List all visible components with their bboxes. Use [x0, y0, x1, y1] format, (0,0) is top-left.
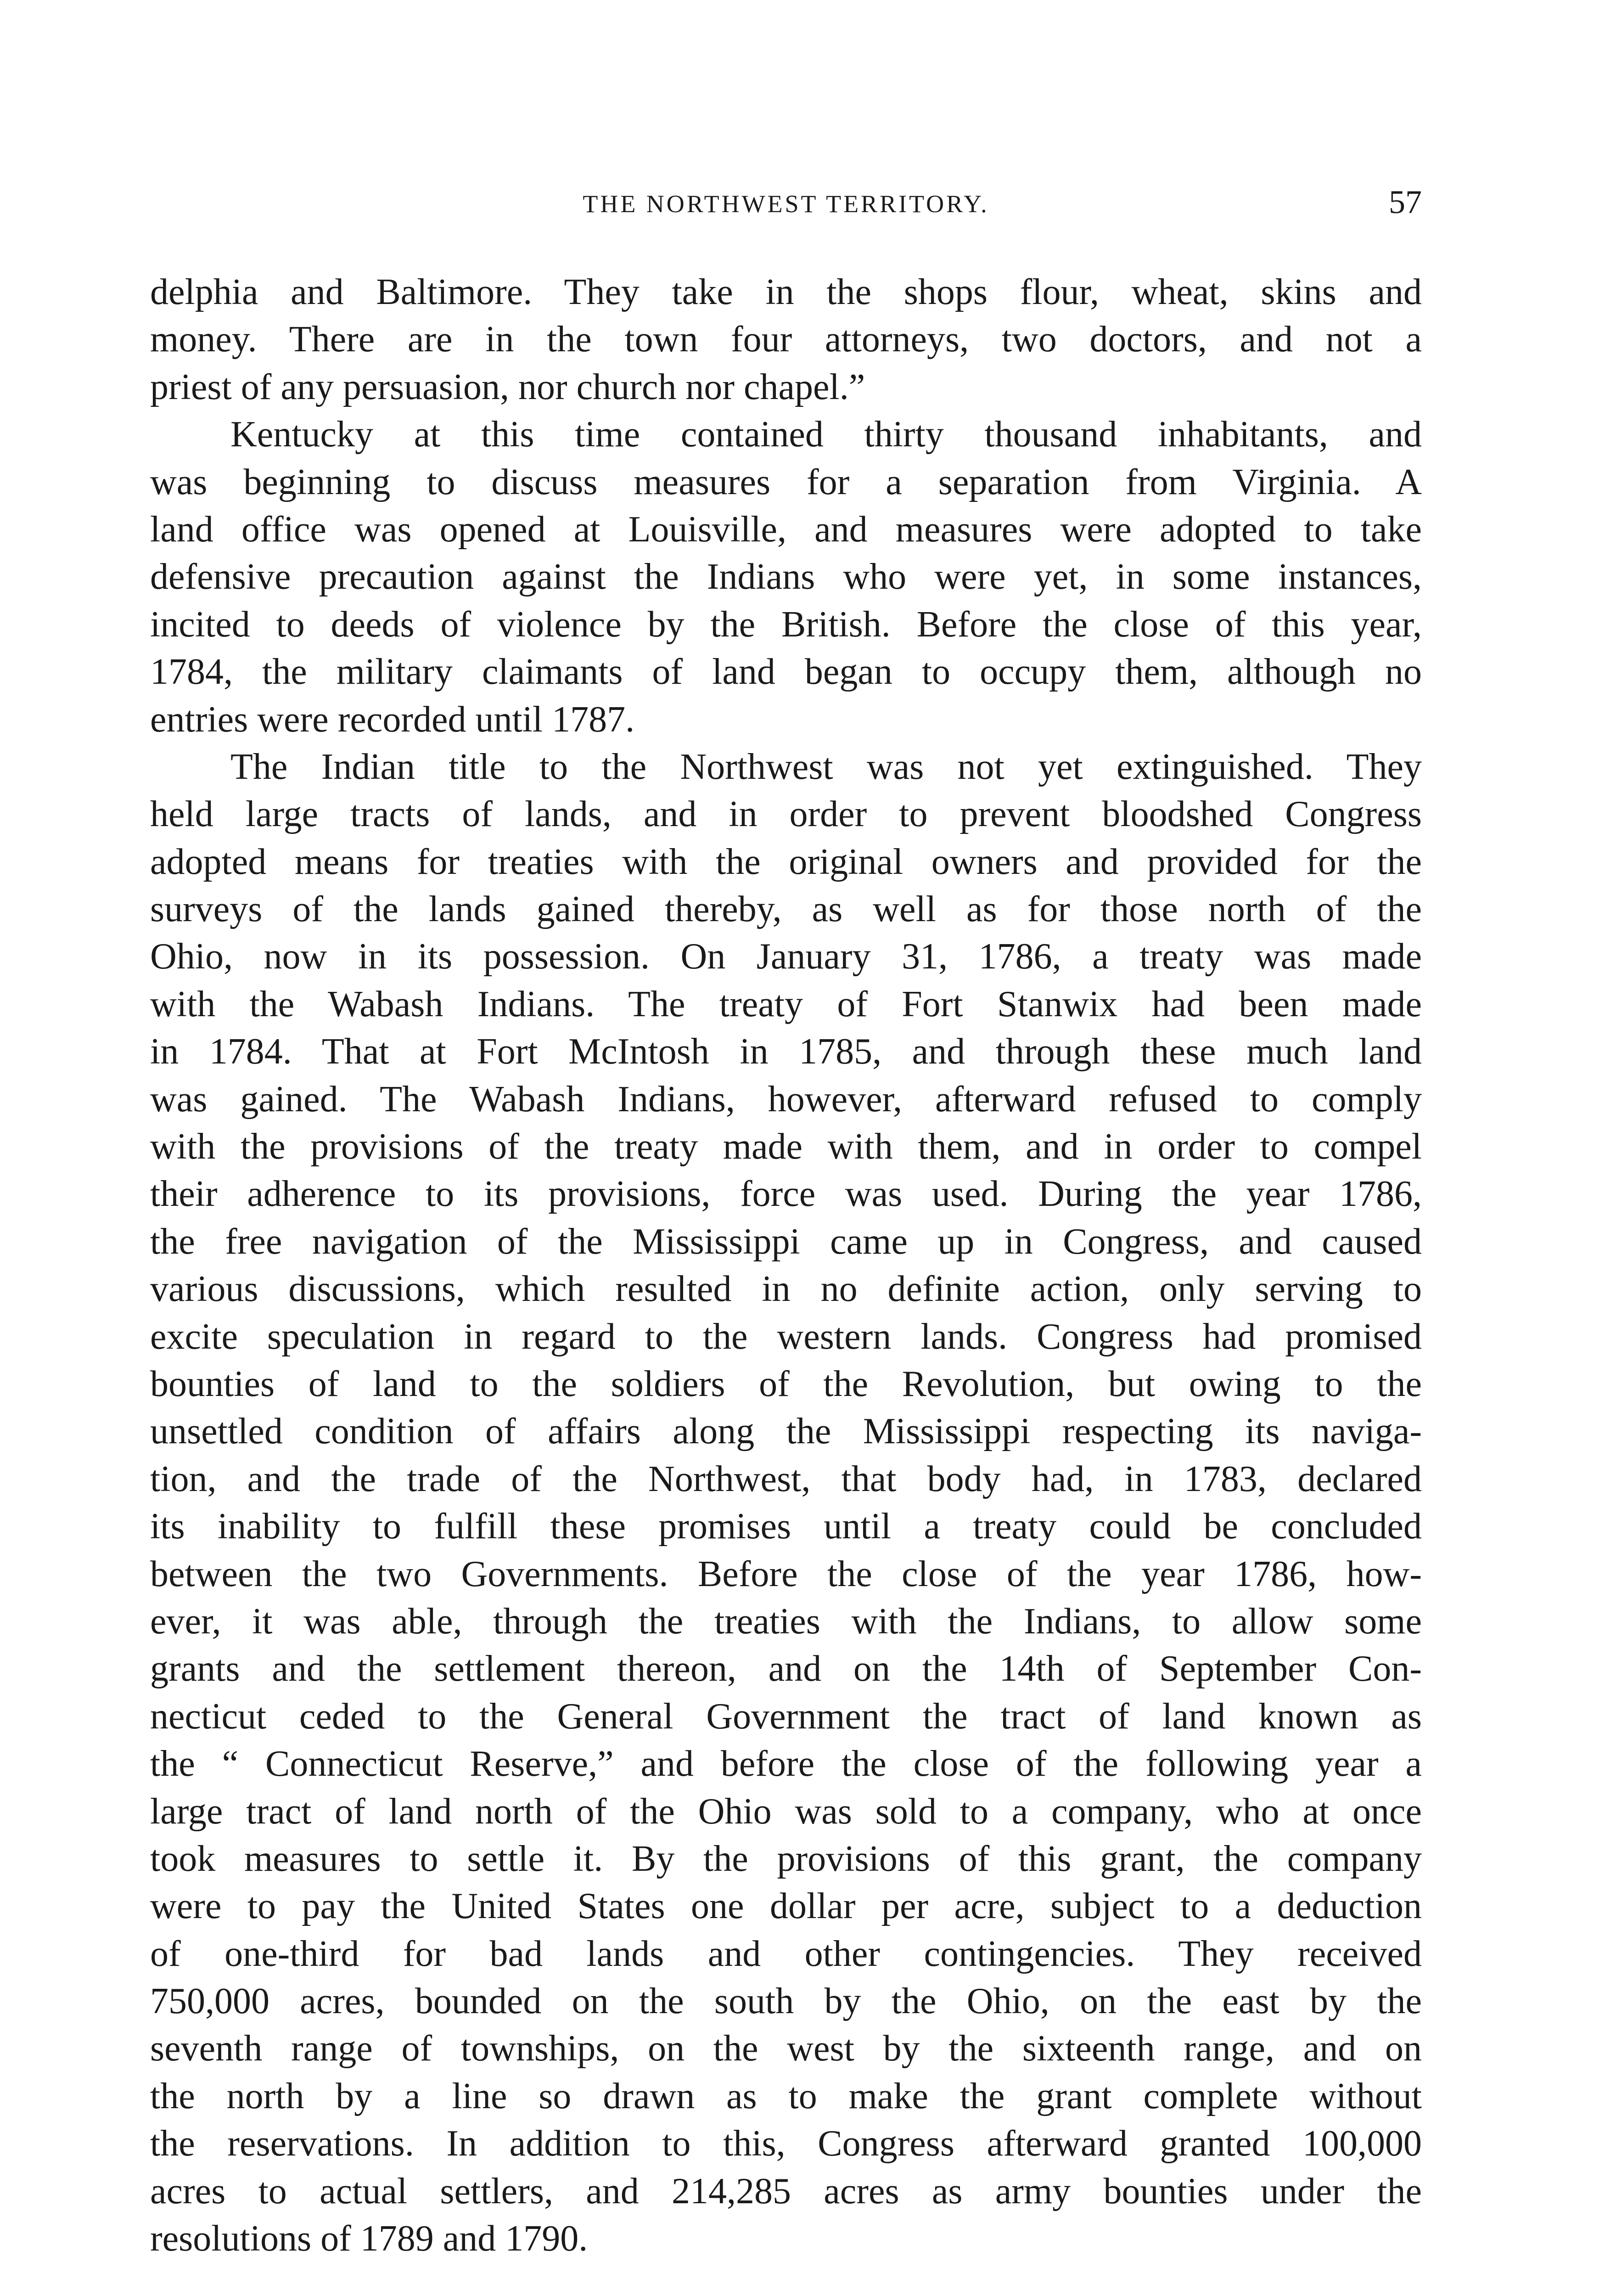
text-line: adopted means for treaties with the original owners and provided for the	[150, 841, 1422, 882]
text-line: was gained. The Wabash Indians, however, afterward refused to comply	[150, 1079, 1422, 1120]
text-line: with the Wabash Indians. The treaty of Fort Stanwix had been made	[150, 984, 1422, 1024]
text-line: 750,000 acres, bounded on the south by the Ohio, on the east by the	[150, 1981, 1422, 2022]
page-number: 57	[1389, 184, 1422, 220]
text-line: their adherence to its provisions, force was used. During the year 1786,	[150, 1174, 1422, 1215]
text-line: priest of any persuasion, nor church nor chapel.”	[150, 366, 865, 407]
text-line: ever, it was able, through the treaties with the Indians, to allow some	[150, 1601, 1422, 1642]
text-line: tion, and the trade of the Northwest, that body had, in 1783, declared	[150, 1458, 1422, 1499]
text-line: entries were recorded until 1787.	[150, 699, 635, 740]
text-line: the reservations. In addition to this, Congress afterward granted 100,000	[150, 2123, 1422, 2164]
text-line: grants and the settlement thereon, and on the 14th of September Con-	[150, 1649, 1422, 1689]
text-line: was beginning to discuss measures for a separation from Virginia. A	[150, 461, 1422, 502]
text-line: unsettled condition of affairs along the Mississippi respecting its naviga-	[150, 1411, 1422, 1452]
text-line: in 1784. That at Fort McIntosh in 1785, and through these much land	[150, 1031, 1422, 1072]
text-line: money. There are in the town four attorneys, two doctors, and not a	[150, 319, 1422, 360]
text-line: its inability to fulfill these promises until a treaty could be concluded	[150, 1506, 1422, 1547]
text-line: took measures to settle it. By the provisions of this grant, the company	[150, 1838, 1422, 1879]
text-line: seventh range of townships, on the west by the sixteenth range, and on	[150, 2028, 1422, 2069]
text-line: The Indian title to the Northwest was not yet extinguished. They	[230, 746, 1422, 787]
text-line: between the two Governments. Before the close of the year 1786, how-	[150, 1553, 1422, 1594]
text-line: defensive precaution against the Indians who were yet, in some instances,	[150, 557, 1422, 597]
text-line: necticut ceded to the General Government the tract of land known as	[150, 1696, 1422, 1737]
body-text	[150, 269, 1422, 2262]
text-line: acres to actual settlers, and 214,285 acres as army bounties under the	[150, 2171, 1422, 2212]
text-line: various discussions, which resulted in no definite action, only serving to	[150, 1269, 1422, 1310]
text-line: the “ Connecticut Reserve,” and before the close of the following year a	[150, 1744, 1422, 1784]
text-line: Ohio, now in its possession. On January 31, 1786, a treaty was made	[150, 936, 1422, 977]
text-line: were to pay the United States one dollar per acre, subject to a deduction	[150, 1886, 1422, 1927]
text-line: bounties of land to the soldiers of the Revolution, but owing to the	[150, 1363, 1422, 1404]
text-line: 1784, the military claimants of land began to occupy them, although no	[150, 652, 1422, 692]
text-line: with the provisions of the treaty made with them, and in order to compel	[150, 1126, 1422, 1167]
text-line: large tract of land north of the Ohio was sold to a company, who at once	[150, 1791, 1422, 1832]
text-line: the north by a line so drawn as to make the grant complete without	[150, 2076, 1422, 2116]
text-line: resolutions of 1789 and 1790.	[150, 2218, 588, 2259]
text-line: the free navigation of the Mississippi came up in Congress, and caused	[150, 1221, 1422, 1262]
running-head: THE NORTHWEST TERRITORY.	[583, 190, 989, 218]
text-line: land office was opened at Louisville, and measures were adopted to take	[150, 509, 1422, 550]
text-line: Kentucky at this time contained thirty thousand inhabitants, and	[230, 414, 1422, 455]
page-header	[150, 181, 1422, 223]
text-line: incited to deeds of violence by the British. Before the close of this year,	[150, 604, 1422, 645]
text-line: surveys of the lands gained thereby, as well as for those north of the	[150, 889, 1422, 930]
text-line: of one-third for bad lands and other contingencies. They received	[150, 1933, 1422, 1974]
text-line: excite speculation in regard to the western lands. Congress had promised	[150, 1316, 1422, 1357]
text-line: held large tracts of lands, and in order to prevent bloodshed Congress	[150, 794, 1422, 835]
text-line: delphia and Baltimore. They take in the shops flour, wheat, skins and	[150, 272, 1422, 312]
